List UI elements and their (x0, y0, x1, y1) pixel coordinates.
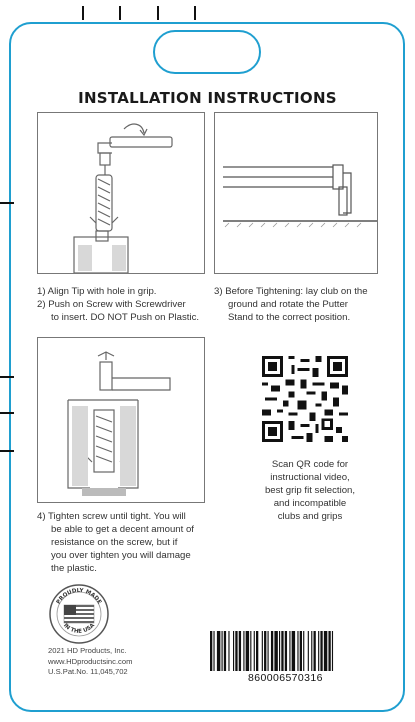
qr-instructions (248, 458, 372, 523)
barcode (210, 631, 382, 671)
qr-line: and incompatible (273, 498, 347, 509)
illustration-step-4 (37, 337, 205, 503)
badge-bottom-text: IN THE USA (61, 622, 97, 635)
footer-company-info (48, 646, 132, 678)
step-4-continued: you over tighten you will damage (51, 550, 191, 561)
grip-insert-illustration (38, 113, 204, 273)
side-tick-mark (0, 376, 14, 378)
illustration-step-3 (214, 112, 378, 274)
putter-on-ground-illustration (215, 113, 377, 273)
side-tick-mark (0, 202, 14, 204)
side-tick-mark (0, 450, 14, 452)
step-3-continued: ground and rotate the Putter (228, 299, 349, 310)
top-tick-mark (82, 6, 84, 20)
step-1: 1) Align Tip with hole in grip. (37, 286, 157, 297)
step-4: 4) Tighten screw until tight. You will (37, 511, 186, 522)
top-tick-mark (194, 6, 196, 20)
top-tick-mark (157, 6, 159, 20)
step-4-continued: resistance on the screw, but if (51, 537, 178, 548)
step-2: 2) Push on Screw with Screwdriver (37, 299, 186, 310)
website-link[interactable]: www.HDproductsinc.com (48, 656, 133, 666)
copyright-text: 2021 HD Products, Inc. (48, 646, 127, 655)
step-3: 3) Before Tightening: lay club on the (214, 286, 368, 297)
us-flag-icon (64, 605, 94, 623)
top-tick-mark (119, 6, 121, 20)
page-title: INSTALLATION INSTRUCTIONS (78, 89, 337, 107)
qr-line: instructional video, (270, 472, 350, 483)
qr-code[interactable] (262, 356, 348, 442)
patent-number: U.S.Pat.No. 11,045,702 (48, 667, 128, 676)
step-2-continued: to insert. DO NOT Push on Plastic. (51, 312, 200, 323)
illustration-step-1-2 (37, 112, 205, 274)
made-in-usa-badge (48, 583, 110, 645)
badge-top-text: PROUDLY MADE (55, 587, 103, 606)
screw-tighten-illustration (38, 338, 204, 502)
qr-line: clubs and grips (277, 511, 343, 522)
qr-line: best grip fit selection, (264, 485, 356, 496)
barcode-number: 860006570316 (248, 672, 323, 684)
qr-line: Scan QR code for (271, 459, 349, 470)
step-4-continued: be able to get a decent amount of (51, 524, 194, 535)
hang-slot (153, 30, 261, 74)
step-3-continued: Stand to the correct position. (228, 312, 351, 323)
side-tick-mark (0, 412, 14, 414)
step-4-continued: the plastic. (51, 563, 97, 574)
